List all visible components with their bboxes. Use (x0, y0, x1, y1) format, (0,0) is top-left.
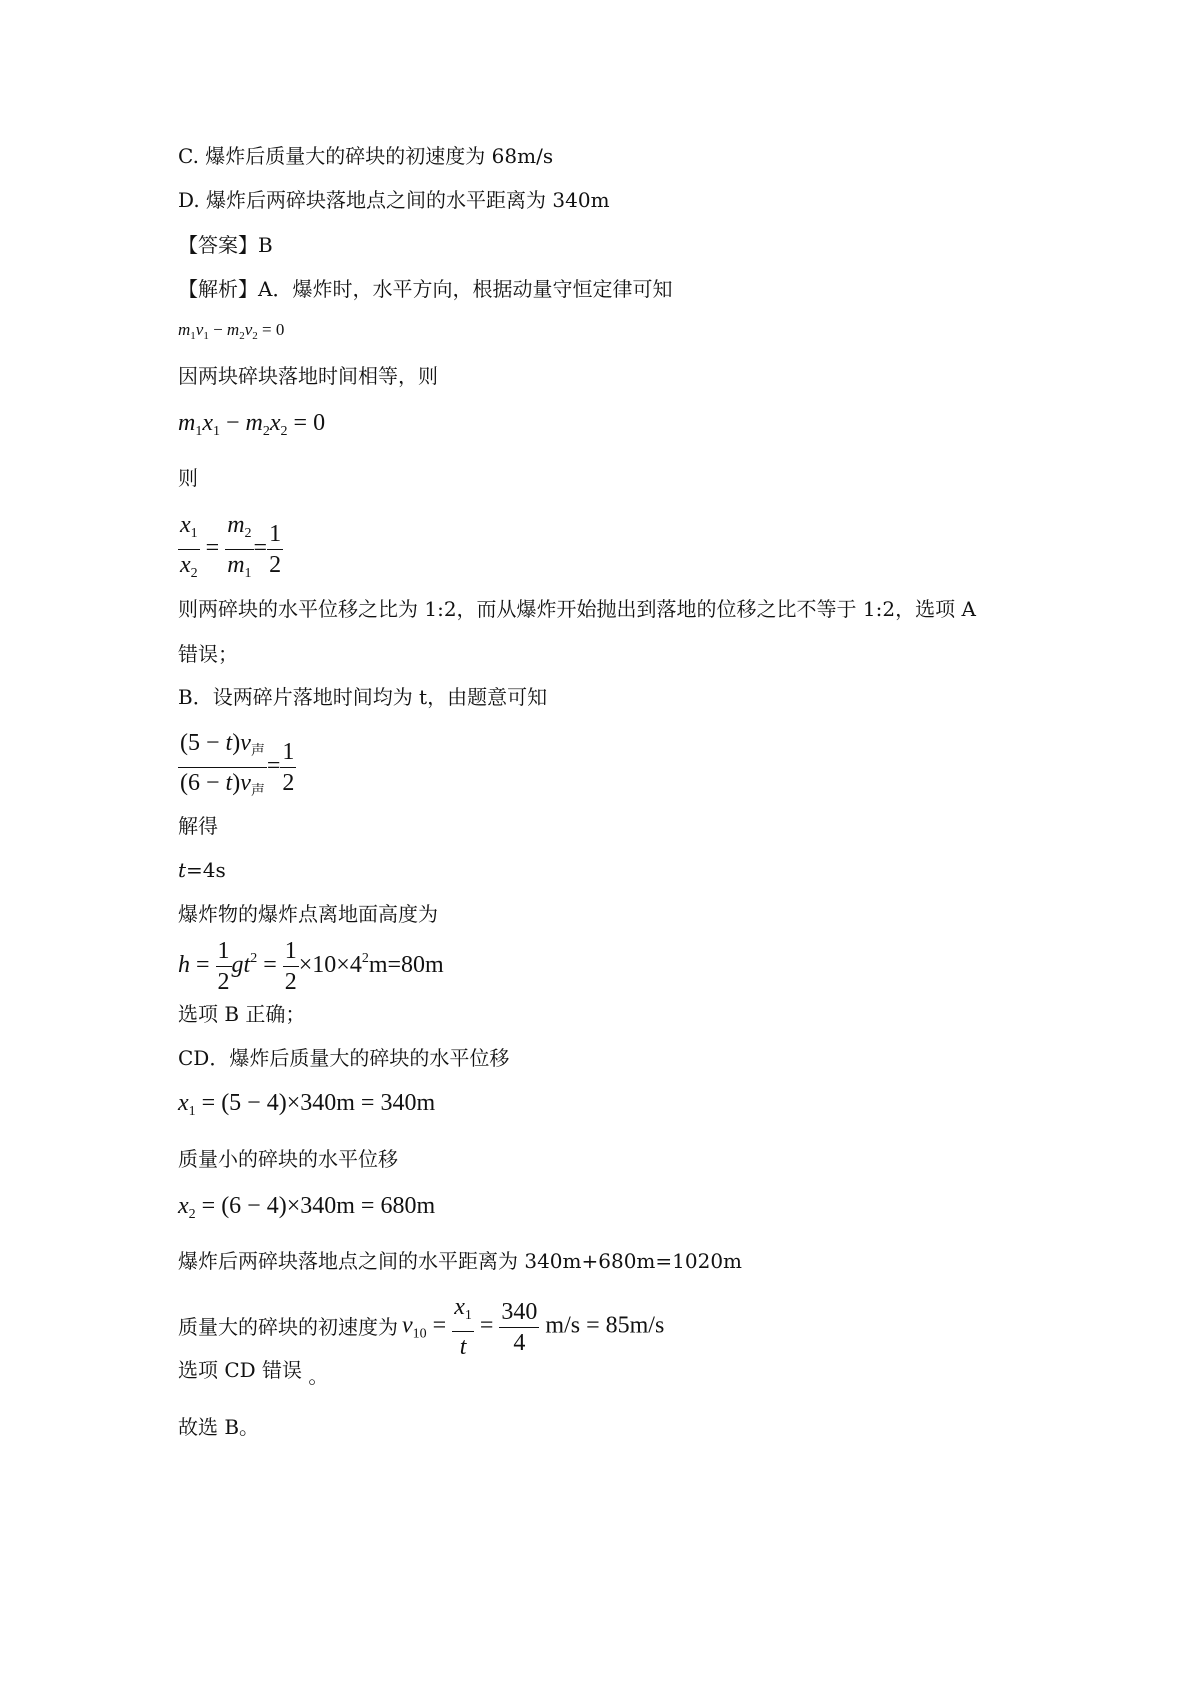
final-answer: 故选 B。 (178, 1415, 260, 1439)
answer-line: 【答案】B (178, 233, 273, 257)
part-cd: CD．爆炸后质量大的碎块的水平位移 (178, 1046, 510, 1070)
displacement-equation: $m_1x_1 - m_2x_2 = 0$ (178, 410, 326, 439)
x1-equation: $x_1 = (5 - 4)\times 340m = 340m$ (178, 1090, 436, 1119)
small-displacement-text: 质量小的碎块的水平位移 (178, 1147, 398, 1171)
ratio-text-1: 则两碎块的水平位移之比为 1:2，而从爆炸开始抛出到落地的位移之比不等于 1:2，选项 A (178, 597, 976, 621)
option-c: C. 爆炸后质量大的碎块的初速度为 68m/s (178, 144, 554, 168)
distance-text: 爆炸后两碎块落地点之间的水平距离为 340m+680m=1020m (178, 1249, 743, 1273)
cd-wrong: 选项 CD 错误 。 (178, 1358, 329, 1388)
b-correct: 选项 B 正确； (178, 1002, 306, 1026)
height-equation: h = $\frac{1}{2}$ $gt^2$ = $\frac{1}{2}$ $\times 10\times 4^2m=80m$ (178, 938, 444, 995)
ratio-equation: $\frac{x_1}{x_2}$ = $\frac{m_2}{m_1}$ = $\frac{1}{2}$ (178, 510, 283, 589)
solve-text: 解得 (178, 814, 218, 838)
part-b: B．设两碎片落地时间均为 t，由题意可知 (178, 685, 548, 709)
x2-equation: $x_2 = (6 - 4)\times 340m = 680m$ (178, 1193, 436, 1222)
momentum-equation: $m_1v_1 - m_2v_2 = 0$ (178, 320, 285, 342)
ratio-text-2: 错误； (178, 642, 238, 666)
then-text: 则 (178, 466, 198, 490)
time-result: t=4s (178, 858, 226, 882)
height-text: 爆炸物的爆炸点离地面高度为 (178, 902, 438, 926)
option-d: D. 爆炸后两碎块落地点之间的水平距离为 340m (178, 188, 610, 212)
init-velocity-line: 质量大的碎块的初速度为 $v_{10}$ = $\frac{x_1}{t}$ = $\frac{340}{4}$ m/s = 85m/s (178, 1294, 665, 1360)
same-time-text: 因两块碎块落地时间相等，则 (178, 364, 438, 388)
sound-time-equation: $\frac{(5 - t)v_声}{(6 - t)v_声}$ = $\frac{1}{2}$ (178, 728, 296, 807)
analysis-a: 【解析】A．爆炸时，水平方向，根据动量守恒定律可知 (178, 277, 673, 301)
